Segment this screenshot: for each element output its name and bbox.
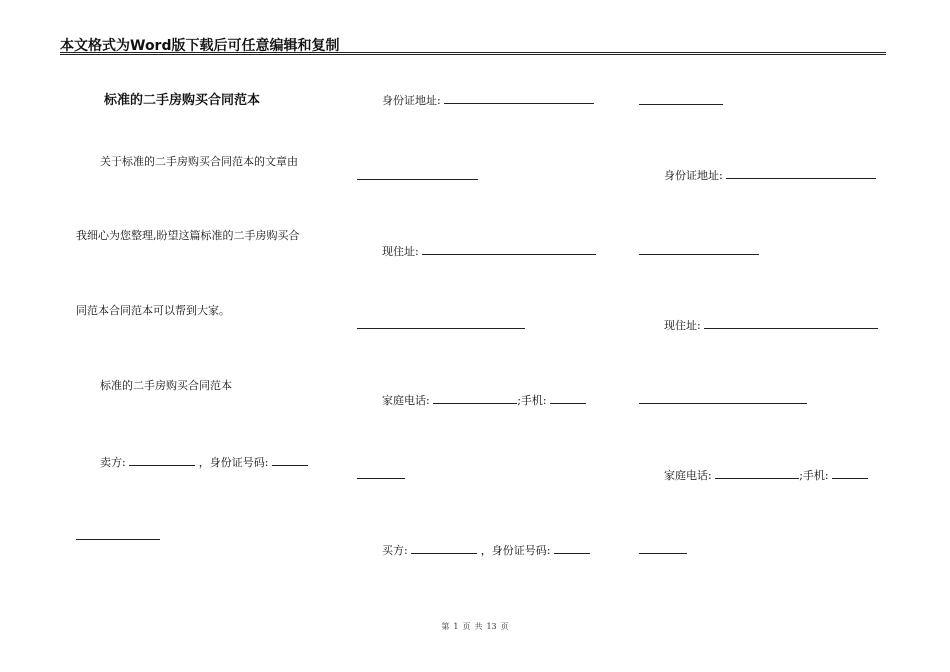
home-phone-label: 家庭电话: bbox=[664, 469, 712, 482]
footer-total-pages: 13 bbox=[486, 622, 497, 631]
col3-blank-1 bbox=[639, 104, 723, 105]
seller-id-address-line bbox=[382, 92, 594, 108]
footer-page-number: 1 bbox=[453, 622, 459, 631]
buyer-current-address-line bbox=[664, 317, 878, 333]
col3-blank-2 bbox=[639, 254, 759, 255]
seller-label: 卖方: bbox=[100, 456, 126, 469]
id-address-blank bbox=[726, 167, 876, 179]
header-divider bbox=[60, 52, 886, 55]
buyer-id-blank bbox=[554, 542, 590, 554]
home-phone-blank bbox=[433, 392, 517, 404]
current-address-blank-continued bbox=[357, 328, 525, 329]
mobile-blank bbox=[550, 392, 586, 404]
seller-current-address-line bbox=[382, 243, 596, 259]
document-header-title: 本文格式为Word版下载后可任意编辑和复制 bbox=[60, 38, 340, 54]
current-address-label: 现住址: bbox=[382, 245, 419, 258]
col3-blank-3 bbox=[639, 403, 807, 404]
intro-line-2: 我细心为您整理,盼望这篇标准的二手房购买合 bbox=[76, 229, 300, 242]
id-address-blank bbox=[444, 92, 594, 104]
seller-phone-line bbox=[382, 392, 586, 408]
id-address-blank-continued bbox=[357, 179, 478, 180]
col3-blank-4 bbox=[639, 553, 687, 554]
footer-page-unit: 页 bbox=[462, 622, 471, 631]
seller-id-label: ，身份证号码: bbox=[198, 456, 269, 469]
mobile-label: ;手机: bbox=[517, 394, 547, 407]
intro-line-1: 关于标准的二手房购买合同范本的文章由 bbox=[100, 155, 298, 168]
contract-subtitle: 标准的二手房购买合同范本 bbox=[100, 379, 232, 392]
buyer-line bbox=[382, 542, 590, 558]
buyer-id-address-line bbox=[664, 167, 876, 183]
buyer-phone-line bbox=[664, 467, 868, 483]
page-footer bbox=[0, 621, 950, 632]
seller-name-blank bbox=[129, 454, 195, 466]
current-address-label: 现住址: bbox=[664, 319, 701, 332]
seller-id-blank bbox=[272, 454, 308, 466]
footer-total-unit: 页 bbox=[500, 622, 509, 631]
seller-id-blank-continued bbox=[76, 539, 160, 540]
current-address-blank bbox=[422, 243, 596, 255]
id-address-label: 身份证地址: bbox=[664, 169, 723, 182]
mobile-label: ;手机: bbox=[799, 469, 829, 482]
home-phone-blank bbox=[715, 467, 799, 479]
current-address-blank bbox=[704, 317, 878, 329]
buyer-id-label: ，身份证号码: bbox=[480, 544, 551, 557]
seller-line bbox=[100, 454, 308, 470]
home-phone-label: 家庭电话: bbox=[382, 394, 430, 407]
intro-line-3: 同范本合同范本可以帮到大家。 bbox=[76, 304, 230, 317]
id-address-label: 身份证地址: bbox=[382, 94, 441, 107]
contract-title: 标准的二手房购买合同范本 bbox=[104, 93, 261, 108]
mobile-blank-continued bbox=[357, 478, 405, 479]
buyer-name-blank bbox=[411, 542, 477, 554]
buyer-label: 买方: bbox=[382, 544, 408, 557]
footer-total-prefix: 共 bbox=[474, 622, 483, 631]
mobile-blank bbox=[832, 467, 868, 479]
footer-prefix: 第 bbox=[441, 622, 450, 631]
